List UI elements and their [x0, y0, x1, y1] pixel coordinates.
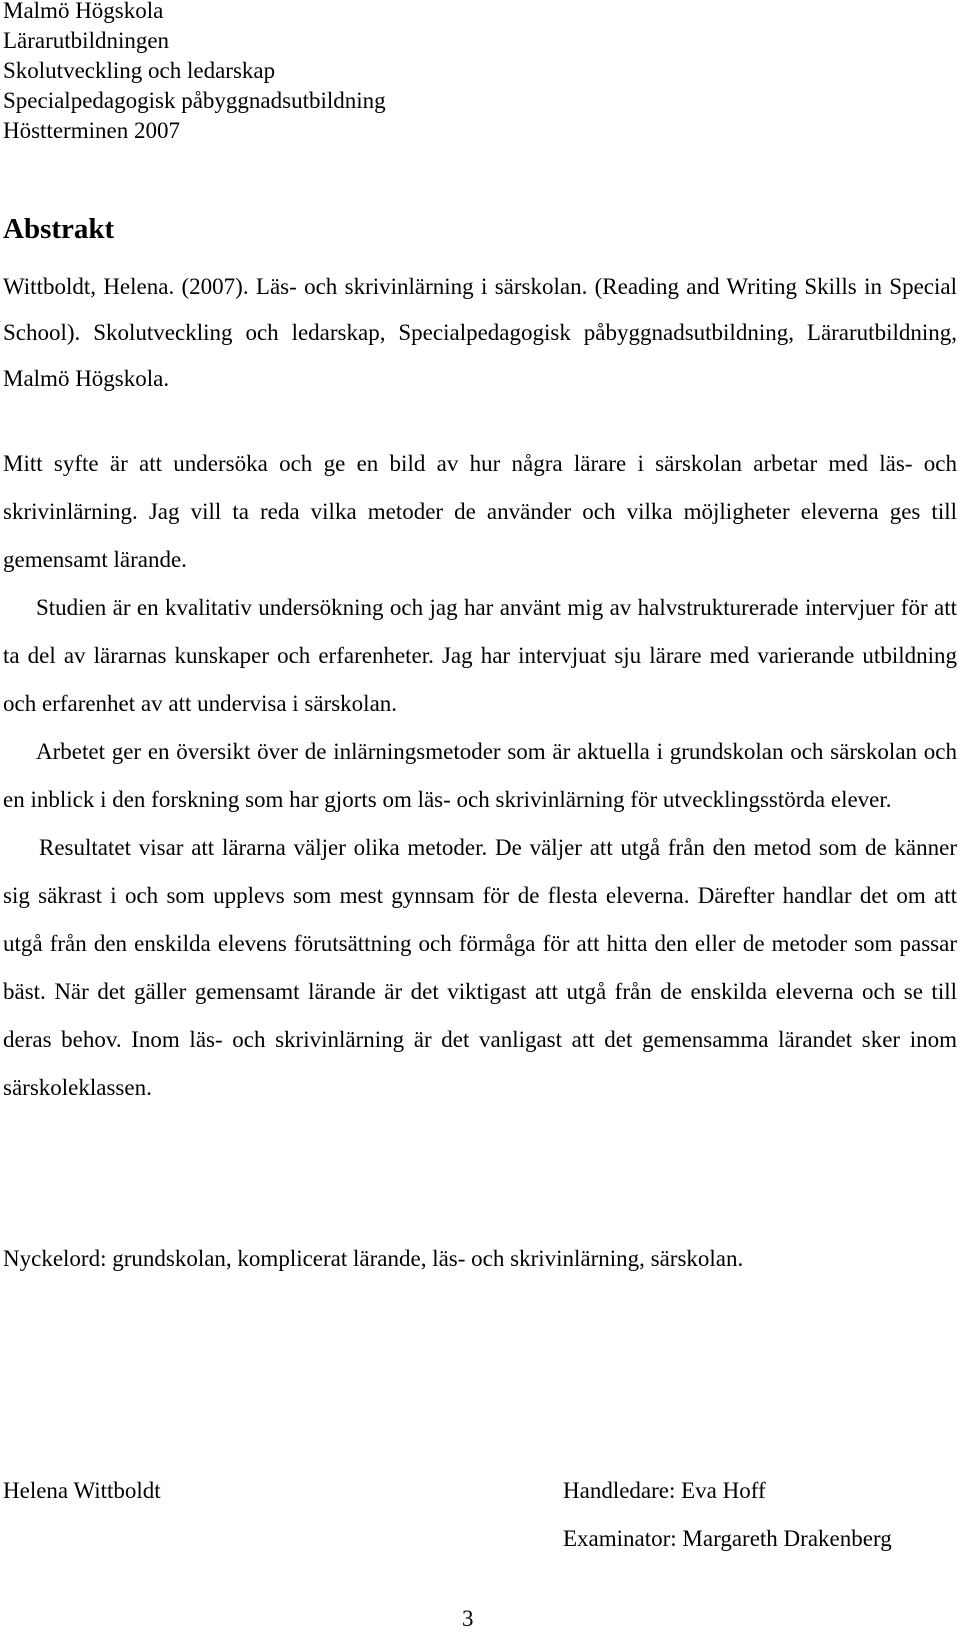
header-course: Specialpedagogisk påbyggnadsutbildning	[3, 88, 386, 113]
abstract-paragraph: Resultatet visar att lärarna väljer olika metoder. De väljer att utgå från den metod som de känner sig säkrast i och som upplevs som mest gynnsam för de flesta eleverna. Därefter handlar det om att utgå från den enskilda elevens förutsättning och förmåga för att hitta den eller de metoder som passar bäst. När det gäller gemensamt lärande är det viktigast att utgå från de enskilda eleverna och se till deras behov. Inom läs- och skrivinlärning är det vanligast att det gemensamma lärandet sker inom särskoleklassen.	[3, 835, 957, 1100]
abstract-paragraph: Mitt syfte är att undersöka och ge en bild av hur några lärare i särskolan arbetar med läs- och skrivinlärning. Jag vill ta reda vilka metoder de använder och vilka möjligheter eleverna ges till gemensamt lärande.	[3, 451, 957, 572]
abstract-paragraph: Arbetet ger en översikt över de inlärningsmetoder som är aktuella i grundskolan och särskolan och en inblick i den forskning som har gjorts om läs- och skrivinlärning för utvecklingsstörda elever.	[3, 739, 957, 812]
page-number: 3	[462, 1606, 474, 1631]
header-term: Höstterminen 2007	[3, 118, 180, 143]
author-name: Helena Wittboldt	[3, 1478, 161, 1503]
header-faculty: Lärarutbildningen	[3, 28, 170, 53]
keywords: Nyckelord: grundskolan, komplicerat lärande, läs- och skrivinlärning, särskolan.	[3, 1246, 744, 1271]
abstract-paragraph: Studien är en kvalitativ undersökning och jag har använt mig av halvstrukturerade intervjuer för att ta del av lärarnas kunskaper och erfarenheter. Jag har intervjuat sju lärare med varierande utbildning och erfarenhet av att undervisa i särskolan.	[3, 595, 957, 716]
institution-header	[3, 0, 386, 146]
abstract-body	[3, 440, 957, 1112]
abstract-title: Abstrakt	[3, 213, 115, 245]
examiner-name: Examinator: Margareth Drakenberg	[563, 1526, 892, 1551]
abstract-citation: Wittboldt, Helena. (2007). Läs- och skrivinlärning i särskolan. (Reading and Writing Skills in Special School). Skolutveckling och ledarskap, Specialpedagogisk påbyggnadsutbildning, Lärarutbildning, Malmö Högskola.	[3, 274, 957, 391]
supervisor-name: Handledare: Eva Hoff	[563, 1478, 766, 1503]
header-university: Malmö Högskola	[3, 0, 164, 23]
header-programme: Skolutveckling och ledarskap	[3, 58, 276, 83]
